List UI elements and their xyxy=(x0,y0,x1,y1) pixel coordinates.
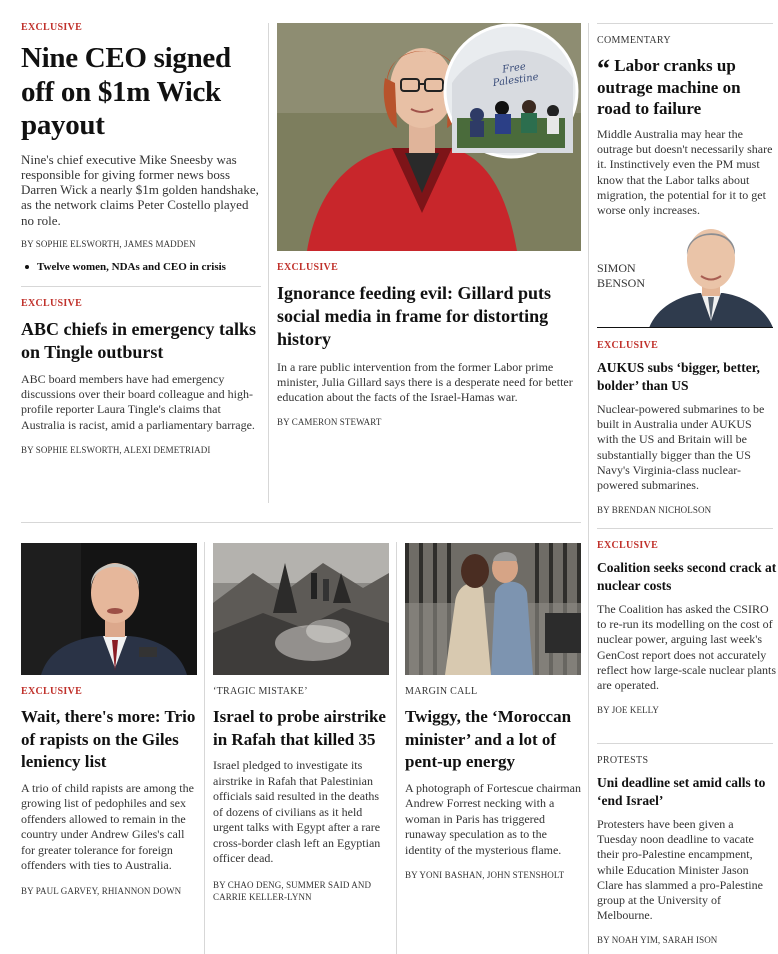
bullet-icon xyxy=(25,265,29,269)
twiggy-illustration xyxy=(405,543,581,675)
gillard-byline: BY CAMERON STEWART xyxy=(277,416,382,427)
giles-kicker: EXCLUSIVE xyxy=(21,686,83,697)
lead-related-link[interactable]: Twelve women, NDAs and CEO in crisis xyxy=(37,260,226,273)
lead-kicker: EXCLUSIVE xyxy=(21,22,83,33)
lead-related-item[interactable] xyxy=(21,261,261,273)
column-divider-left xyxy=(268,23,269,503)
row-divider xyxy=(21,522,581,523)
commentary-section: COMMENTARY xyxy=(597,35,671,46)
bottom-divider-2 xyxy=(396,542,397,954)
giles-standfirst: A trio of child rapists are among the growing list of pedophiles and sex offenders allowed to remain in the country under Andrew Giles's call for greater tolerance for foreign offenders with ties to Australia. xyxy=(21,780,194,872)
abc-headline[interactable]: ABC chiefs in emergency talks on Tingle outburst xyxy=(21,319,256,362)
aukus-kicker: EXCLUSIVE xyxy=(597,340,659,351)
aukus-headline[interactable]: AUKUS subs ‘bigger, better, bolder’ than US xyxy=(597,360,760,393)
nuclear-standfirst: The Coalition has asked the CSIRO to re-run its modelling on the cost of nuclear power, arguing last week's GenCost report does not accurately reflect how large-scale nuclear plants are operated. xyxy=(597,602,777,693)
giles-illustration xyxy=(21,543,197,675)
rafah-illustration xyxy=(213,543,389,675)
rafah-story xyxy=(213,686,391,904)
author-block[interactable] xyxy=(597,221,773,328)
aukus-divider xyxy=(597,528,773,529)
twiggy-headline[interactable]: Twiggy, the ‘Moroccan minister’ and a lot of pent-up energy xyxy=(405,707,572,771)
lead-headline[interactable]: Nine CEO signed off on $1m Wick payout xyxy=(21,42,231,141)
lead-story xyxy=(21,22,261,273)
lead-byline: BY SOPHIE ELSWORTH, JAMES MADDEN xyxy=(21,238,196,249)
rafah-headline[interactable]: Israel to probe airstrike in Rafah that killed 35 xyxy=(213,707,386,749)
nuclear-kicker: EXCLUSIVE xyxy=(597,540,659,551)
portrait-illustration xyxy=(277,23,581,251)
commentary-story xyxy=(597,35,773,218)
author-first-name: SIMON xyxy=(597,261,636,275)
lead-standfirst: Nine's chief executive Mike Sneesby was responsible for giving former news boss Darren Wick a nearly $1m golden handshake, as the network claims Peter Costello played no role. xyxy=(21,151,259,228)
author-photo xyxy=(649,221,773,328)
twiggy-kicker: MARGIN CALL xyxy=(405,686,478,697)
gillard-photo[interactable] xyxy=(277,23,581,251)
abc-kicker: EXCLUSIVE xyxy=(21,298,83,309)
abc-byline: BY SOPHIE ELSWORTH, ALEXI DEMETRIADI xyxy=(21,444,211,455)
aukus-standfirst: Nuclear-powered submarines to be built in Australia under AUKUS with the US and Britain will be substantially bigger than the US Navy's Virginia-class nuclear-powered submarines. xyxy=(597,402,765,493)
commentary-standfirst: Middle Australia may hear the outrage but doesn't necessarily share it. Instinctively even the PM must know that the Labor talks about migration, the potential for it to get worse only increases. xyxy=(597,127,773,218)
commentary-headline[interactable]: Labor cranks up outrage machine on road to failure xyxy=(597,56,741,118)
bottom-divider-1 xyxy=(204,542,205,954)
nuclear-headline[interactable]: Coalition seeks second crack at nuclear costs xyxy=(597,560,777,593)
gillard-kicker: EXCLUSIVE xyxy=(277,262,339,273)
aukus-byline: BY BRENDAN NICHOLSON xyxy=(597,505,712,516)
twiggy-photo[interactable] xyxy=(405,543,581,675)
giles-headline[interactable]: Wait, there's more: Trio of rapists on the Giles leniency list xyxy=(21,707,196,771)
giles-story xyxy=(21,686,197,896)
nuclear-story xyxy=(597,540,777,715)
protests-headline[interactable]: Uni deadline set amid calls to ‘end Israel’ xyxy=(597,775,766,808)
commentary-headline-wrap xyxy=(597,55,773,119)
rafah-kicker: ‘TRAGIC MISTAKE’ xyxy=(213,686,308,697)
abc-standfirst: ABC board members have had emergency discussions over their board colleague and high-profile reporter Laura Tingle's claims that Australia is racist, amid a parliamentary barrage. xyxy=(21,372,255,432)
author-rule xyxy=(597,327,773,328)
rafah-photo[interactable] xyxy=(213,543,389,675)
twiggy-byline: BY YONI BASHAN, JOHN STENSHOLT xyxy=(405,870,565,880)
twiggy-standfirst: A photograph of Fortescue chairman Andrew Forrest necking with a woman in Paris has triggered runaway speculation as to the identity of the mysterious flame. xyxy=(405,780,581,857)
giles-byline: BY PAUL GARVEY, RHIANNON DOWN xyxy=(21,885,182,896)
protests-byline: BY NOAH YIM, SARAH ISON xyxy=(597,935,718,946)
nuclear-divider xyxy=(597,743,773,744)
rafah-standfirst: Israel pledged to investigate its airstrike in Rafah that Palestinian officials said resulted in the deaths of dozens of civilians as it held urgent talks with Egypt after a rare cross-border clash left an Egyptian officer dead. xyxy=(213,758,381,865)
column-divider-right xyxy=(588,23,589,954)
gillard-headline[interactable]: Ignorance feeding evil: Gillard puts social media in frame for distorting history xyxy=(277,283,551,349)
inset-sign-text: Free Palestine xyxy=(492,61,540,90)
abc-story xyxy=(21,298,261,455)
giles-photo[interactable] xyxy=(21,543,197,675)
twiggy-story xyxy=(405,686,583,880)
gillard-story xyxy=(277,262,577,427)
aukus-story xyxy=(597,340,773,515)
protests-standfirst: Protesters have been given a Tuesday noon deadline to vacate their pro-Palestine encampment, while Education Minister Jason Clare has slammed a pro-Palestine group at the University of Melbourne. xyxy=(597,817,763,923)
protests-story xyxy=(597,755,775,945)
gillard-standfirst: In a rare public intervention from the former Labor prime minister, Julia Gillard says there is a desperate need for better education about the facts of the Israel-Hamas war. xyxy=(277,360,573,405)
author-last-name: BENSON xyxy=(597,276,646,290)
rafah-byline: BY CHAO DENG, SUMMER SAID AND CARRIE KELLER-LYNN xyxy=(213,879,372,902)
lead-divider xyxy=(21,286,261,287)
right-top-rule xyxy=(597,23,773,24)
nuclear-byline: BY JOE KELLY xyxy=(597,705,659,716)
protests-kicker: PROTESTS xyxy=(597,755,649,766)
quote-mark-icon: “ xyxy=(597,54,610,83)
